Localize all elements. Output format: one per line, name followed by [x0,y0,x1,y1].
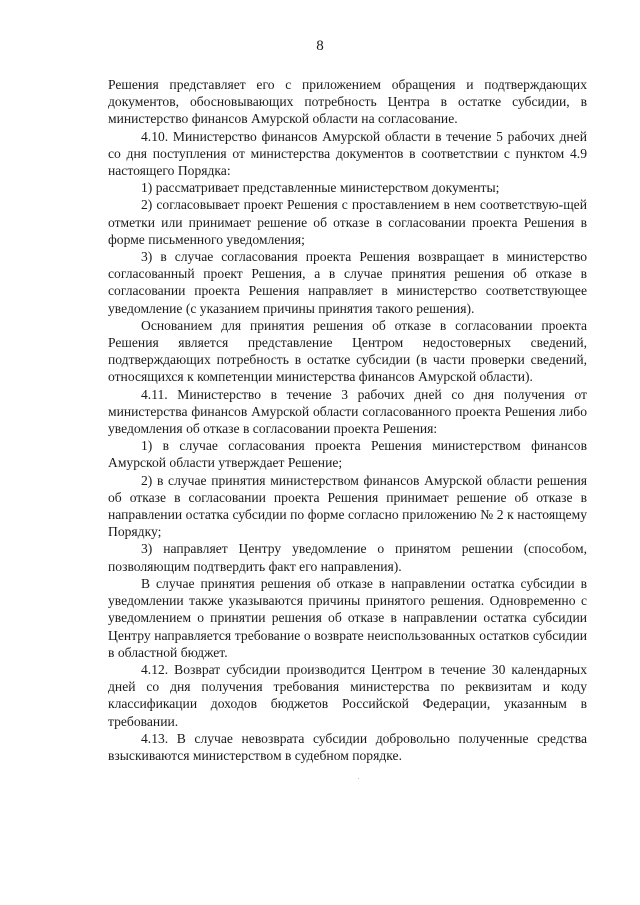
paragraph-refusal-grounds: Основанием для принятия решения об отказе в согласовании проекта Решения является представление Центром недостоверных сведений, подтверждающих потребность в остатке субсидии (в части проверки сведений, относящихся к компетенции министерства финансов Амурской области). [108,317,587,385]
paragraph-continuation: Решения представляет его с приложением обращения и подтверждающих документов, обосновывающих потребность Центра в остатке субсидии, в министерство финансов Амурской области на согласование. [108,77,587,127]
paragraph-4-10: 4.10. Министерство финансов Амурской области в течение 5 рабочих дней со дня поступления от министерства документов в соответствии с пунктом 4.9 настоящего Порядка: [108,128,587,179]
paragraph-refusal-notice: В случае принятия решения об отказе в направлении остатка субсидии в уведомлении также указываются причины принятого решения. Одновременно с уведомлением о принятии решения об отказе в направлении остатка субсидии Центру направляется требование о возврате неиспользованных остатков субсидии в областной бюджет. [108,575,587,660]
document-body [108,76,587,764]
paragraph-4-11: 4.11. Министерство в течение 3 рабочих дней со дня получения от министерства финансов Амурской области согласованного проекта Решения либо уведомления об отказе в согласовании проекта Решения: [108,386,587,437]
paragraph-4-10-item-2: 2) согласовывает проект Решения с проставлением в нем соответствую-щей отметки или принимает решение об отказе в согласовании проекта Решения в форме письменного уведомления; [108,197,587,247]
paragraph-4-13: 4.13. В случае невозврата субсидии добровольно полученные средства взыскиваются министерством в судебном порядке. [108,730,587,763]
scan-speck [358,778,359,779]
paragraph-4-11-item-3: 3) направляет Центру уведомление о принятом решении (способом, позволяющим подтвердить факт его направления). [108,541,587,574]
page-number: 8 [316,38,324,54]
paragraph-4-10-item-1: 1) рассматривает представленные министерством документы; [141,180,500,196]
paragraph-4-10-item-3: 3) в случае согласования проекта Решения возвращает в министерство согласованный проект Решения, а в случае принятия решения об отказе в согласовании проекта Решения направляет в министерство соответствующее уведомление (с указанием причины принятия такого решения). [108,249,587,316]
paragraph-4-11-item-1: 1) в случае согласования проекта Решения министерством финансов Амурской области утверждает Решение; [108,438,587,471]
paragraph-4-12: 4.12. Возврат субсидии производится Центром в течение 30 календарных дней со дня получения требования министерства по реквизитам и коду классификации доходов бюджетов Российской Федерации, указанным в требовании. [108,661,587,729]
paragraph-4-11-item-2: 2) в случае принятия министерством финансов Амурской области решения об отказе в согласовании проекта Решения принимает решение об отказе в направлении остатка субсидии по форме согласно приложению № 2 к настоящему Порядку; [108,472,587,540]
